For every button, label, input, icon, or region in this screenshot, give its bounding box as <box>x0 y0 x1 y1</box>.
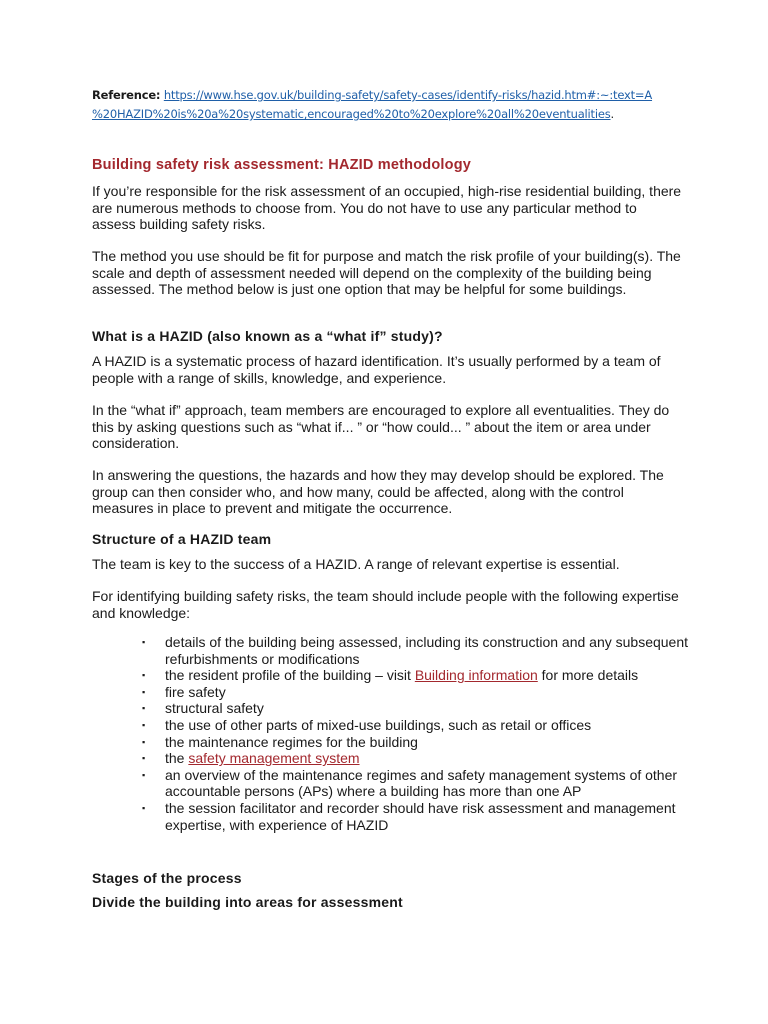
list-item: ▪ the session facilitator and recorder should have risk assessment and management expertise, with experience of HAZID <box>142 799 676 833</box>
divide-heading: Divide the building into areas for assessment <box>92 894 403 910</box>
list-item: ▪ the safety management system <box>142 750 360 767</box>
expertise-list <box>92 634 692 833</box>
reference-url-link[interactable]: https://www.hse.gov.uk/building-safety/safety-cases/identify-risks/hazid.htm#:~:text=A %20HAZID%20is%20a%20systematic,encouraged%20to%20explore%20all%20eventualities <box>92 88 653 121</box>
page-title: Building safety risk assessment: HAZID methodology <box>92 157 472 173</box>
reference-block: Reference: https://www.hse.gov.uk/building-safety/safety-cases/identify-risks/hazid.htm#:~:text=A %20HAZID%20is%20a%20systematic,encouraged%20to%20explore%20all%20eventualities. <box>92 88 653 121</box>
structure-heading: Structure of a HAZID team <box>92 531 272 547</box>
intro-paragraph-1: If you’re responsible for the risk assessment of an occupied, high-rise residential building, there are numerous methods to choose from. You do not have to use any particular method to assess building safety risks. <box>92 183 682 233</box>
list-item: ▪ the maintenance regimes for the building <box>142 733 418 750</box>
what-is-paragraph-3: In answering the questions, the hazards and how they may develop should be explored. The group can then consider who, and how many, could be affected, along with the control measures in place to prevent and mitigate the occurrence. <box>92 467 664 517</box>
what-is-paragraph-2: In the “what if” approach, team members are encouraged to explore all eventualities. They do this by asking questions such as “what if... ” or “how could... ” about the item or area under consideration. <box>92 402 670 452</box>
list-item: ▪ fire safety <box>142 683 226 700</box>
structure-paragraph-1: The team is key to the success of a HAZID. A range of relevant expertise is essential. <box>92 556 620 572</box>
stages-heading: Stages of the process <box>92 870 242 886</box>
safety-management-system-link[interactable]: safety management system <box>188 750 360 767</box>
list-item: ▪ structural safety <box>142 700 264 717</box>
what-is-paragraph-1: A HAZID is a systematic process of hazard identification. It’s usually performed by a team of people with a range of skills, knowledge, and experience. <box>92 353 661 386</box>
intro-paragraph-2: The method you use should be fit for purpose and match the risk profile of your building(s). The scale and depth of assessment needed will depend on the complexity of the building being assessed. The method below is just one option that may be helpful for some buildings. <box>92 248 681 298</box>
what-is-heading: What is a HAZID (also known as a “what if” study)? <box>92 328 443 344</box>
reference-label: Reference: <box>92 88 161 102</box>
building-information-link[interactable]: Building information <box>414 667 538 684</box>
list-item: ▪ details of the building being assessed, including its construction and any subsequent refurbishments or modifications <box>142 634 689 667</box>
list-item: ▪ an overview of the maintenance regimes and safety management systems of other accountable persons (APs) where a building has more than one AP <box>142 766 678 800</box>
list-item: ▪ the resident profile of the building – visit Building information for more details <box>142 667 639 684</box>
structure-paragraph-2: For identifying building safety risks, the team should include people with the following expertise and knowledge: <box>92 588 679 621</box>
list-item: ▪ the use of other parts of mixed-use buildings, such as retail or offices <box>142 716 592 733</box>
